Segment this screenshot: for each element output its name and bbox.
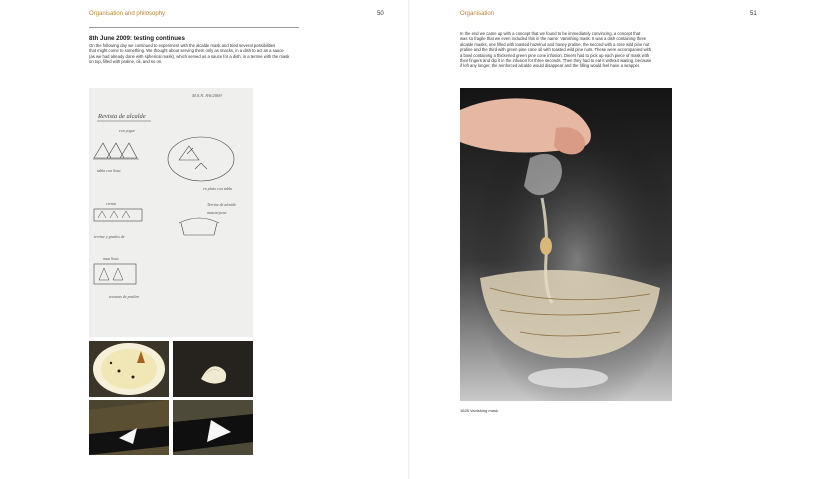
body-line: alcalde masks, one filled with toasted hazelnut and honey praline, the second with a rose wild pine nut xyxy=(460,41,650,47)
svg-text:texturas de praline: texturas de praline xyxy=(109,294,140,299)
svg-text:en plato con tabla: en plato con tabla xyxy=(203,186,232,191)
svg-text:mua Sosa: mua Sosa xyxy=(103,256,119,261)
svg-text:tabla con Sosa: tabla con Sosa xyxy=(97,168,121,173)
photo-shavings xyxy=(173,341,253,397)
svg-text:mascarpone: mascarpone xyxy=(207,210,227,215)
body-line: In the end we came up with a concept that we found to be immediately convincing, a concept that xyxy=(460,31,641,36)
sketch-image xyxy=(89,88,253,337)
photo-tray-2 xyxy=(173,400,253,455)
body-line: that might come to something. We thought about serving them only as snacks, in a dish to act as a sauce xyxy=(89,48,284,54)
svg-text:con yogur: con yogur xyxy=(119,128,136,133)
body-line: was so fragile that we even included this in the name: Vanishing mask. It was a dish containing three xyxy=(460,36,647,42)
body-text xyxy=(89,43,304,65)
body-line: their fingers and dip it in the infusion for three seconds. Then they had to eat it without waiting, because xyxy=(460,58,652,64)
svg-text:crema: crema xyxy=(106,201,116,206)
page-heading: 8th June 2009: testing continues xyxy=(89,35,185,42)
sketch-title: Revista de alcalde xyxy=(98,113,146,120)
photo-tray-1 xyxy=(89,400,169,455)
header-rule xyxy=(89,27,299,28)
page-number: 50 xyxy=(377,11,384,17)
svg-text:Terrine de alcalde: Terrine de alcalde xyxy=(207,202,237,207)
main-photo-vanishing-mask xyxy=(460,88,672,401)
right-page xyxy=(410,0,820,479)
page-number: 51 xyxy=(750,11,757,17)
photo-dish-plate xyxy=(89,341,169,397)
body-line: on top, filled with praline, oil, and so on. xyxy=(89,59,163,65)
body-line: if left any longer, the reinforced alcalde would disappear and the filling would feel have a wrapper. xyxy=(460,63,641,69)
section-title: Organisation xyxy=(460,11,495,17)
body-line: On the following day we continued to experiment with the alcalde mask and tried several possibilities xyxy=(89,43,276,48)
svg-text:terrine y grados de: terrine y grados de xyxy=(94,234,125,239)
body-line: (as we had already done with spherical mask), which served as a sauce for a dish, in a terrine with the mask xyxy=(89,53,290,59)
section-title: Organisation and philosophy xyxy=(89,11,166,17)
body-line: a bowl containing a thickened green pine cone infusion. Diners had to pick up each piece of mask with xyxy=(460,52,650,58)
body-text xyxy=(460,31,680,69)
sketch-date: M.S.N. 8/6/2009 xyxy=(192,93,222,98)
photo-caption: 1628 Vanishing mask xyxy=(460,408,498,413)
body-line: praline and the third with green pine cone oil with toasted wild pine nuts. These were accompanied with xyxy=(460,47,652,53)
